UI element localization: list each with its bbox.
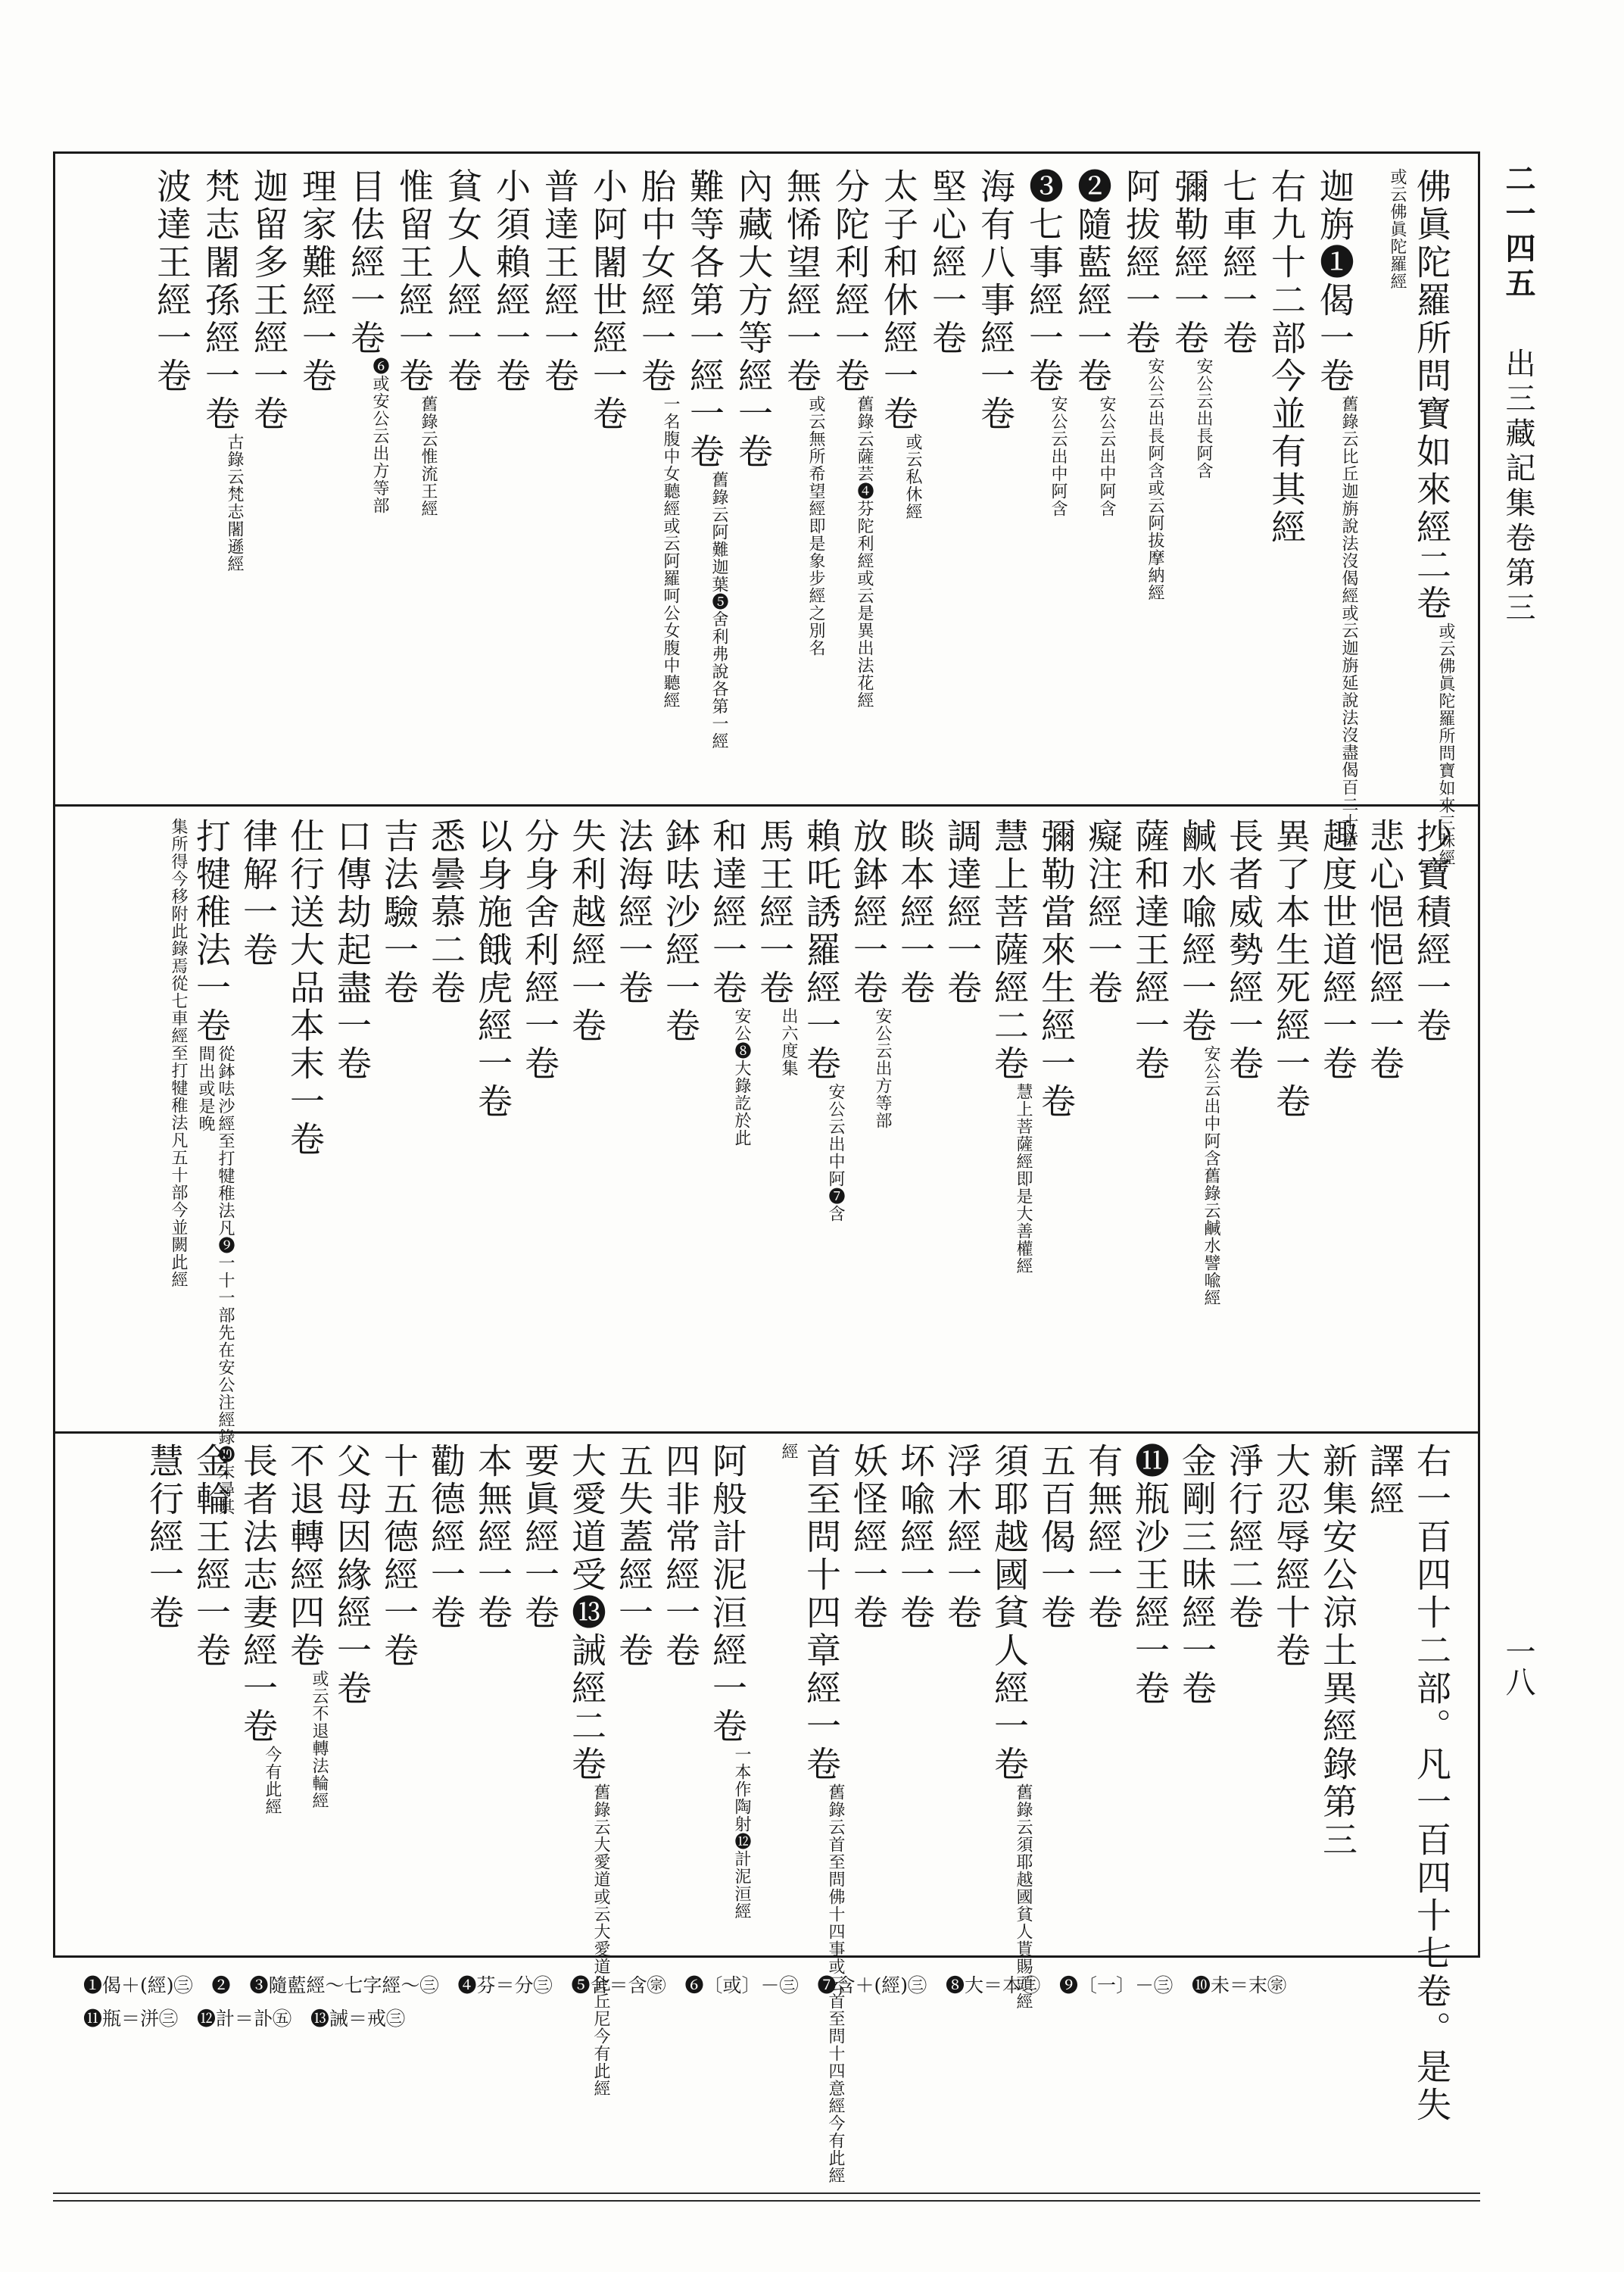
footnote-line-1: ❶偈＋(經)㊂ ❷ ❸隨藍經〜七字經〜㊂ ❹芬＝分㊂ ❺舍＝含㊪ ❻〔或〕－㊂ ❼含＋(經)㊂ ❽大＝本㊂ ❾〔一〕－㊂ ❿未＝末㊪ <box>83 1974 1287 1996</box>
text-column <box>197 168 244 918</box>
interlinear-note: 舊錄云薩芸❹芬陀利經或云是異出法花經 <box>855 395 874 709</box>
running-title: 出三藏記集卷第三 <box>1501 348 1535 626</box>
column-text: 阿拔經一卷 <box>1121 168 1161 357</box>
interlinear-note: 舊錄云惟流王經 <box>419 395 438 517</box>
text-column <box>1117 168 1164 842</box>
column-text: 大愛道受⓭誡經二卷 <box>566 1443 607 1784</box>
column-text: 目佉經一卷 <box>345 168 386 357</box>
column-text: 鉢呿沙經一卷 <box>660 818 701 1045</box>
text-column <box>972 168 1019 433</box>
column-text: 睒本經一卷 <box>895 818 936 1007</box>
column-text: 趣度世道經一卷 <box>1317 818 1358 1083</box>
column-text: 放鉢經一卷 <box>848 818 889 1007</box>
column-text: 異了本生死經一卷 <box>1270 818 1311 1121</box>
text-column <box>1311 168 1358 880</box>
interlinear-note: 舊錄云大愛道或云大愛道比丘尼今有此經 <box>591 1784 610 2097</box>
column-text: 大忍辱經十卷 <box>1270 1443 1311 1670</box>
column-text: 無悕望經一卷 <box>781 168 822 395</box>
text-column <box>1267 1443 1314 1670</box>
column-text: 打犍稚法一卷 <box>191 818 232 1045</box>
running-header <box>1492 163 1545 626</box>
column-text: 本無經一卷 <box>472 1443 513 1632</box>
text-column <box>376 818 422 1007</box>
column-text: 金輪王經一卷 <box>191 1443 232 1670</box>
text-column <box>633 168 680 880</box>
column-text: 分身舍利經一卷 <box>519 818 560 1083</box>
column-text: 分陀利經一卷 <box>830 168 871 395</box>
interlinear-note: 安公云出長阿含或云阿拔摩納經 <box>1146 357 1164 601</box>
text-column <box>245 168 292 433</box>
column-text: 賴吒誘羅經一卷 <box>801 818 842 1083</box>
text-column <box>1174 1443 1220 1708</box>
text-column <box>1127 818 1174 1083</box>
interlinear-note: 舊錄云比丘迦旃說法沒偈經或云迦旃延說法沒盡偈百二十章 <box>1339 395 1358 848</box>
column-text: 悉曇慕二卷 <box>425 818 466 1007</box>
interlinear-note: 經 <box>779 1443 798 1460</box>
text-column <box>610 818 657 1007</box>
interlinear-note: 或云無所希望經即是象步經之別名 <box>806 395 825 657</box>
text-column <box>469 1443 516 1632</box>
text-column <box>610 1443 657 1670</box>
column-text: 律解一卷 <box>238 818 279 969</box>
text-column <box>1033 1443 1080 1632</box>
column-text: 梵志闍孫經一卷 <box>200 168 241 433</box>
text-column <box>422 1443 469 1632</box>
column-text: 貧女人經一卷 <box>442 168 483 395</box>
band-divider-1 <box>53 804 1480 807</box>
column-text: 要眞經一卷 <box>519 1443 560 1632</box>
text-column <box>439 168 486 395</box>
column-text: 堅心經一卷 <box>927 168 968 357</box>
text-column <box>778 168 825 880</box>
text-column <box>1408 818 1455 1045</box>
column-text: 譯經 <box>1364 1443 1405 1518</box>
column-text: 抄寶積經一卷 <box>1411 818 1452 1045</box>
text-column <box>188 818 235 1530</box>
text-column <box>1361 1443 1408 1518</box>
interlinear-note: 安公云出中阿含 <box>1049 395 1068 517</box>
interlinear-note: 今有此經 <box>263 1746 282 1815</box>
text-column <box>657 818 704 1045</box>
text-column <box>827 168 874 880</box>
text-column <box>282 818 329 1159</box>
text-column <box>282 1443 329 2155</box>
column-text: 十五德經一卷 <box>379 1443 419 1670</box>
column-text: 坏喩經一卷 <box>895 1443 936 1632</box>
interlinear-note: 舊錄云首至問佛十四事或云首至問十四意經今有此經 <box>826 1784 845 2184</box>
column-text: 和達經一卷 <box>707 818 748 1007</box>
text-column <box>1361 818 1408 1083</box>
column-text: 調達經一卷 <box>942 818 983 1007</box>
text-column <box>875 168 922 918</box>
interlinear-note: 安公❽大錄訖於此 <box>732 1007 751 1147</box>
text-column <box>488 168 535 395</box>
text-column <box>704 818 751 1492</box>
interlinear-note: 安公云出中阿含 <box>1097 395 1116 517</box>
column-text: 迦留多王經一卷 <box>248 168 289 433</box>
column-text: ❷隨藍經一卷 <box>1072 168 1113 395</box>
interlinear-note: 慧上菩薩經即是大善權經 <box>1014 1083 1033 1275</box>
column-text: 海有八事經一卷 <box>975 168 1016 433</box>
text-column <box>188 1443 235 1670</box>
column-text: 五失蓋經一卷 <box>613 1443 654 1670</box>
column-text: 理家難經一卷 <box>297 168 338 395</box>
column-text: 波達王經一卷 <box>151 168 192 395</box>
interlinear-note: 安公云出方等部 <box>873 1007 892 1129</box>
text-column <box>342 168 389 842</box>
column-text: ❸七事經一卷 <box>1024 168 1064 395</box>
text-column <box>584 168 631 433</box>
column-text: 悲心悒悒經一卷 <box>1364 818 1405 1083</box>
band-top <box>68 168 1469 866</box>
text-column <box>939 1443 986 1632</box>
text-column <box>1360 168 1407 653</box>
column-text: 鹹水喩經一卷 <box>1177 818 1217 1045</box>
column-text: 馬王經一卷 <box>754 818 795 1007</box>
text-column <box>845 818 892 1492</box>
bottom-rule-1 <box>53 2192 1480 2194</box>
column-text: 彌勒經一卷 <box>1169 168 1210 357</box>
text-column <box>469 818 516 1121</box>
text-column <box>329 1443 376 1708</box>
text-column <box>1220 1443 1267 1632</box>
column-text: 胎中女經一卷 <box>636 168 677 395</box>
column-text: 慧上菩薩經二卷 <box>989 818 1030 1083</box>
page-number: 二一四五 <box>1501 163 1536 302</box>
text-column <box>329 818 376 1083</box>
column-text: 仕行送大品本末一卷 <box>285 818 326 1159</box>
interlinear-note: 一本作陶射⓬計泥洹經 <box>732 1746 751 1920</box>
text-column <box>751 818 798 1492</box>
margin-number: 一八 <box>1501 1636 1535 1696</box>
column-text: 迦旃❶偈一卷 <box>1314 168 1355 395</box>
footnotes <box>83 1969 1469 2036</box>
interlinear-note: 舊錄云阿難迦葉❺舍利弗說各第一經 <box>709 471 728 750</box>
text-column <box>1080 818 1127 1007</box>
text-column <box>657 1443 704 1670</box>
text-column <box>1214 168 1261 357</box>
text-column <box>845 1443 892 1632</box>
text-column <box>516 818 563 1083</box>
footnote-line-2: ⓫瓶＝洴㊂ ⓬計＝訃㊄ ⓭誡＝戒㊂ <box>83 2008 406 2030</box>
column-text: 長者威勢經一卷 <box>1223 818 1264 1083</box>
text-column <box>1263 168 1310 547</box>
interlinear-note: 古錄云梵志闍遜經 <box>225 433 244 573</box>
text-column <box>751 1443 798 1927</box>
column-text: 有無經一卷 <box>1083 1443 1124 1632</box>
column-text: 浮木經一卷 <box>942 1443 983 1632</box>
column-text: 不退轉經四卷 <box>285 1443 326 1670</box>
column-text: 慧行經一卷 <box>144 1443 185 1632</box>
text-column <box>376 1443 422 1670</box>
text-column <box>516 1443 563 1632</box>
column-text: 父母因緣經一卷 <box>332 1443 372 1708</box>
text-column <box>536 168 583 395</box>
interlinear-note: 安公云出長阿含 <box>1194 357 1213 479</box>
column-text: 小阿闍世經一卷 <box>588 168 628 433</box>
column-text: 七車經一卷 <box>1217 168 1258 357</box>
column-text: 薩和達王經一卷 <box>1130 818 1170 1083</box>
text-column <box>1127 1443 1174 1708</box>
column-text: 右一百四十二部。凡一百四十七卷。是失 <box>1411 1443 1452 2124</box>
text-column <box>1166 168 1213 842</box>
text-column <box>939 818 986 1007</box>
column-text: 癡注經一卷 <box>1083 818 1124 1007</box>
interlinear-note: 從鉢呿沙經至打犍稚法凡❾一十一部先在安公注經錄❿末尋其間出或是晚 <box>196 1045 235 1515</box>
text-column <box>563 1443 610 2268</box>
text-column <box>1174 818 1220 1530</box>
column-text: 太子和休經一卷 <box>878 168 919 433</box>
column-text: 佛眞陀羅所問寶如來經二卷 <box>1411 168 1452 623</box>
text-column <box>730 168 777 471</box>
text-column <box>1267 818 1314 1121</box>
text-column <box>422 818 469 1007</box>
text-column <box>1220 818 1267 1083</box>
text-column <box>1021 168 1068 880</box>
text-column <box>924 168 971 357</box>
text-column <box>148 168 195 395</box>
text-column <box>391 168 438 880</box>
column-text: 首至問十四章經一卷 <box>801 1443 842 1784</box>
column-text: 長者法志妻經一卷 <box>238 1443 279 1746</box>
interlinear-note: 或云私休經 <box>903 433 922 520</box>
text-column <box>704 1443 751 2230</box>
column-text: 彌勒當來生經一卷 <box>1036 818 1077 1121</box>
column-text: 以身施餓虎經一卷 <box>472 818 513 1121</box>
text-column <box>1314 818 1361 1083</box>
text-column <box>141 1443 188 1632</box>
column-text: 淨行經二卷 <box>1223 1443 1264 1632</box>
column-text: 四非常經一卷 <box>660 1443 701 1670</box>
text-column <box>563 818 610 1045</box>
column-text: 右九十二部今並有其經 <box>1266 168 1307 547</box>
column-text: 失利越經一卷 <box>566 818 607 1045</box>
text-column <box>798 1443 845 2268</box>
column-text: 口傳劫起盡一卷 <box>332 818 372 1083</box>
column-text: 金剛三昧經一卷 <box>1177 1443 1217 1708</box>
interlinear-note: 集所得今移附此錄焉從七車經至打犍稚法凡五十部今並闕此經 <box>169 818 188 1288</box>
text-column <box>294 168 341 395</box>
text-column <box>1033 818 1080 1121</box>
interlinear-note: ❻或安公云出方等部 <box>370 357 389 514</box>
interlinear-note: 一名腹中女聽經或云阿羅呵公女腹中聽經 <box>661 395 680 709</box>
text-column <box>1069 168 1116 880</box>
text-column <box>235 1443 282 2230</box>
column-text: 普達王經一卷 <box>539 168 580 395</box>
column-text: 吉法驗一卷 <box>379 818 419 1007</box>
interlinear-note: 或云不退轉法輪經 <box>310 1670 329 1809</box>
interlinear-note: 舊錄云須耶越國貧人貰賜頭經 <box>1014 1784 1033 2010</box>
interlinear-note: 或云佛眞陀羅所問寶如來三昧經 <box>1436 623 1455 866</box>
column-text: 小須賴經一卷 <box>491 168 531 395</box>
interlinear-note: 安公云出中阿含舊錄云鹹水譬喩經 <box>1202 1045 1220 1306</box>
column-text: 妖怪經一卷 <box>848 1443 889 1632</box>
column-text: 須耶越國貧人經一卷 <box>989 1443 1030 1784</box>
column-text: 惟留王經一卷 <box>394 168 435 395</box>
text-column <box>986 1443 1033 2268</box>
column-text: 勸德經一卷 <box>425 1443 466 1632</box>
column-text: ⓫瓶沙王經一卷 <box>1130 1443 1170 1708</box>
text-column <box>1314 1443 1361 1859</box>
column-text: 法海經一卷 <box>613 818 654 1007</box>
interlinear-note: 出六度集 <box>779 1007 798 1077</box>
text-column <box>141 818 188 1303</box>
interlinear-note: 或云佛眞陀羅經 <box>1388 168 1407 290</box>
interlinear-note: 安公云出中阿❼含 <box>826 1083 845 1222</box>
column-text: 阿般計泥洹經一卷 <box>707 1443 748 1746</box>
column-text: 新集安公涼土異經錄第三 <box>1317 1443 1358 1859</box>
text-column <box>1080 1443 1127 1632</box>
column-text: 五百偈一卷 <box>1036 1443 1077 1632</box>
column-text: 內藏大方等經一卷 <box>733 168 774 471</box>
column-text: 難等各第一經一卷 <box>684 168 725 471</box>
text-column <box>892 818 939 1007</box>
text-column <box>892 1443 939 1632</box>
bottom-rule-2 <box>53 2200 1480 2202</box>
text-column <box>235 818 282 969</box>
